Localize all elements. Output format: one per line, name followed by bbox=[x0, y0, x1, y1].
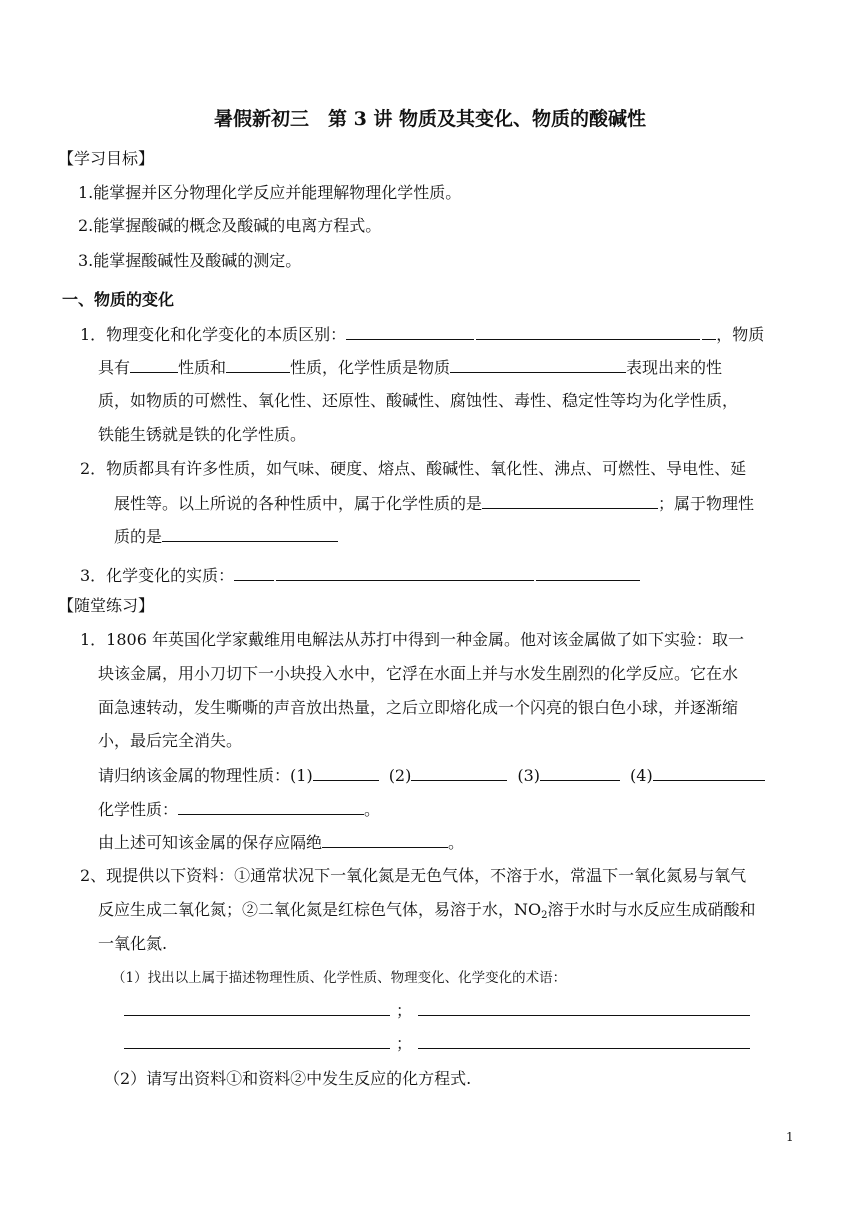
page-number: 1 bbox=[786, 1130, 794, 1144]
physical-properties-line bbox=[98, 765, 765, 786]
practice-1-line-3: 面急速转动，发生嘶嘶的声音放出热量，之后立即熔化成一个闪亮的银白色小球，并逐渐缩 bbox=[98, 698, 739, 717]
question-3-text: 3．化学变化的实质： bbox=[80, 566, 235, 585]
question-2-text: 展性等。以上所说的各种性质中，属于化学性质的是 bbox=[114, 494, 483, 513]
answer-blank[interactable] bbox=[482, 493, 658, 509]
answer-blank[interactable] bbox=[322, 832, 448, 848]
practice-2-sub-1: （1）找出以上属于描述物理性质、化学性质、物理变化、化学变化的术语： bbox=[112, 970, 567, 986]
practice-header: 【随堂练习】 bbox=[58, 596, 155, 615]
objective-item-2: 2.能掌握酸碱的概念及酸碱的电离方程式。 bbox=[78, 216, 382, 235]
answer-blank[interactable] bbox=[418, 1033, 750, 1049]
practice-1-line-1: 1．1806 年英国化学家戴维用电解法从苏打中得到一种金属。他对该金属做了如下实验：取一 bbox=[80, 630, 744, 649]
practice-2-line-3: 一氧化氮. bbox=[98, 934, 168, 953]
blank-number: (4) bbox=[630, 766, 653, 785]
objective-item-1: 1.能掌握并区分物理化学反应并能理解物理化学性质。 bbox=[78, 183, 462, 202]
question-3-line bbox=[80, 565, 640, 586]
practice-1-line-2: 块该金属，用小刀切下一小块投入水中，它浮在水面上并与水发生剧烈的化学反应。它在水 bbox=[98, 664, 739, 683]
question-1-line-4: 铁能生锈就是铁的化学性质。 bbox=[98, 425, 307, 444]
answer-blank[interactable] bbox=[276, 565, 534, 581]
objective-item-3: 3.能掌握酸碱性及酸碱的测定。 bbox=[78, 251, 302, 270]
answer-blank[interactable] bbox=[536, 565, 640, 581]
answer-blank[interactable] bbox=[124, 1033, 390, 1049]
question-1-line-2 bbox=[98, 357, 722, 378]
storage-line bbox=[98, 832, 464, 853]
answer-blank[interactable] bbox=[450, 357, 626, 373]
blank-number: (3) bbox=[517, 766, 541, 785]
period: 。 bbox=[448, 833, 465, 852]
answer-blank[interactable] bbox=[226, 357, 290, 373]
answer-blank[interactable] bbox=[411, 765, 507, 781]
question-1-text: ，物质 bbox=[716, 325, 765, 344]
question-1-line-3: 质，如物质的可燃性、氧化性、还原性、酸碱性、腐蚀性、毒性、稳定性等均为化学性质， bbox=[98, 391, 739, 410]
practice-2-text: 溶于水时与水反应生成硝酸和 bbox=[547, 900, 756, 919]
blank-number: (2) bbox=[388, 766, 412, 785]
question-2-line-2 bbox=[114, 493, 754, 514]
answer-blank[interactable] bbox=[178, 799, 364, 815]
storage-text: 由上述可知该金属的保存应隔绝 bbox=[98, 833, 323, 852]
semicolon: ； bbox=[396, 1001, 413, 1020]
physical-properties-label: 请归纳该金属的物理性质： bbox=[98, 766, 291, 785]
question-1-text: 性质，化学性质是物质 bbox=[290, 358, 451, 377]
answer-blank[interactable] bbox=[653, 765, 765, 781]
answer-line-2 bbox=[124, 1033, 750, 1054]
answer-blank[interactable] bbox=[418, 1000, 750, 1016]
chemical-properties-line bbox=[98, 799, 380, 820]
answer-blank[interactable] bbox=[313, 765, 379, 781]
practice-2-line-2 bbox=[98, 900, 756, 926]
question-2-line-1: 2．物质都具有许多性质，如气味、硬度、熔点、酸碱性、氧化性、沸点、可燃性、导电性、延 bbox=[80, 459, 747, 478]
objectives-header: 【学习目标】 bbox=[58, 149, 155, 168]
blank-number: (1) bbox=[290, 766, 313, 785]
answer-blank[interactable] bbox=[234, 565, 274, 581]
practice-2-line-1: 2、现提供以下资料：①通常状况下一氧化氮是无色气体，不溶于水，常温下一氧化氮易与氧气 bbox=[80, 866, 747, 885]
question-2-text: 质的是 bbox=[114, 527, 163, 546]
answer-blank[interactable] bbox=[540, 765, 620, 781]
answer-blank[interactable] bbox=[702, 324, 716, 340]
question-1-text: 具有 bbox=[98, 358, 131, 377]
question-1-text: 表现出来的性 bbox=[626, 358, 723, 377]
answer-blank[interactable] bbox=[162, 526, 338, 542]
page-title: 暑假新初三 第 3 讲 物质及其变化、物质的酸碱性 bbox=[213, 108, 647, 130]
answer-blank[interactable] bbox=[130, 357, 178, 373]
question-2-line-3 bbox=[114, 526, 338, 547]
answer-blank[interactable] bbox=[124, 1000, 390, 1016]
answer-blank[interactable] bbox=[346, 324, 474, 340]
period: 。 bbox=[364, 800, 381, 819]
practice-2-text: 反应生成二氧化氮；②二氧化氮是红棕色气体，易溶于水，NO bbox=[98, 900, 542, 919]
practice-1-line-4: 小，最后完全消失。 bbox=[98, 731, 243, 750]
question-2-text: ；属于物理性 bbox=[658, 494, 755, 513]
chemical-properties-label: 化学性质： bbox=[98, 800, 179, 819]
question-1-line-1 bbox=[80, 324, 764, 345]
answer-blank[interactable] bbox=[476, 324, 700, 340]
semicolon: ； bbox=[396, 1034, 413, 1053]
answer-line-1 bbox=[124, 1000, 750, 1021]
section-header-matter-change: 一、物质的变化 bbox=[62, 290, 175, 309]
practice-2-sub-2: （2）请写出资料①和资料②中发生反应的化方程式. bbox=[104, 1069, 472, 1088]
subscript: 2 bbox=[541, 910, 548, 921]
question-1-text: 1．物理变化和化学变化的本质区别： bbox=[80, 325, 347, 344]
question-1-text: 性质和 bbox=[178, 358, 227, 377]
